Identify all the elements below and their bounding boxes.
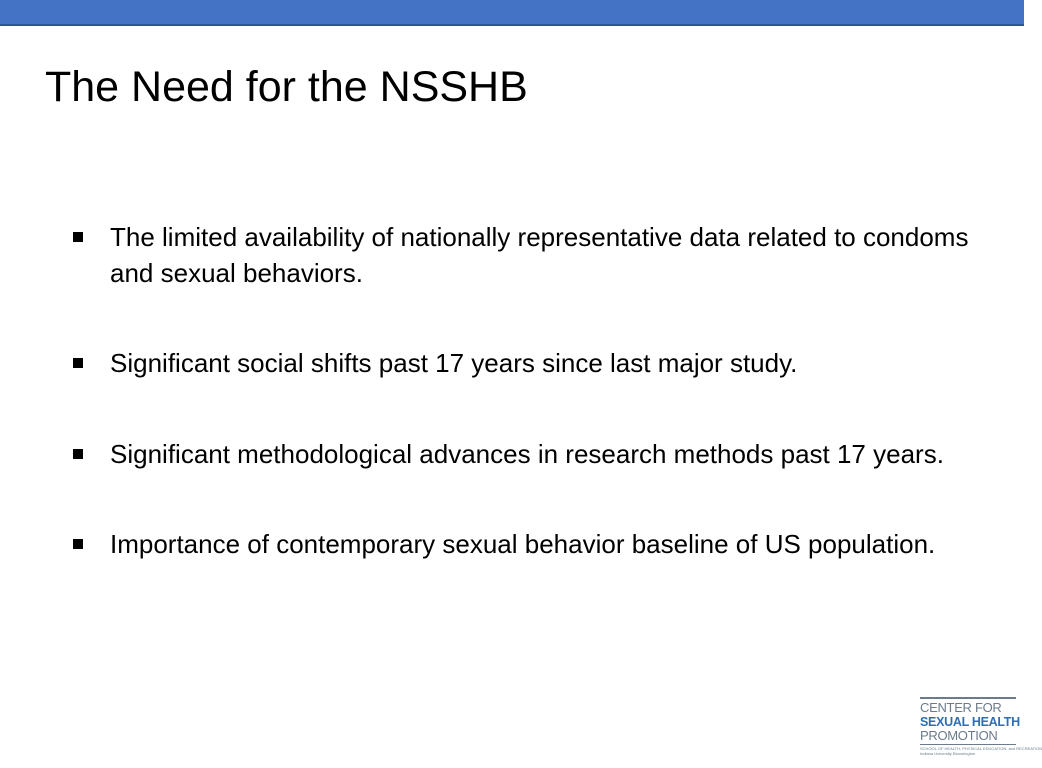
logo-subline-2: Indiana University Bloomington: [920, 751, 976, 756]
bullet-list: [70, 219, 980, 616]
square-bullet-icon: [73, 358, 83, 368]
logo-rule-top: [920, 697, 1016, 699]
center-logo: [920, 697, 1042, 757]
bullet-text: Significant methodological advances in research methods past 17 years.: [110, 439, 944, 469]
logo-line-2: SEXUAL HEALTH: [920, 715, 1020, 729]
bullet-item: [70, 219, 980, 291]
slide-title: The Need for the NSSHB: [45, 63, 528, 111]
bullet-text: Importance of contemporary sexual behavior baseline of US population.: [110, 529, 936, 559]
bullet-item: [70, 526, 980, 562]
logo-line-1: CENTER FOR: [920, 700, 1002, 715]
logo-rule-bottom: [920, 744, 1016, 745]
square-bullet-icon: [73, 232, 83, 242]
bullet-item: [70, 436, 980, 472]
bullet-item: [70, 345, 980, 381]
logo-subline-1: SCHOOL OF HEALTH, PHYSICAL EDUCATION, and RECREATION: [920, 746, 1042, 751]
square-bullet-icon: [73, 539, 83, 549]
bullet-text: Significant social shifts past 17 years since last major study.: [110, 348, 798, 378]
logo-line-3: PROMOTION: [920, 728, 998, 743]
square-bullet-icon: [73, 449, 83, 459]
top-accent-bar: [0, 0, 1024, 26]
bullet-text: The limited availability of nationally representative data related to condoms and sexual behaviors.: [110, 222, 969, 288]
